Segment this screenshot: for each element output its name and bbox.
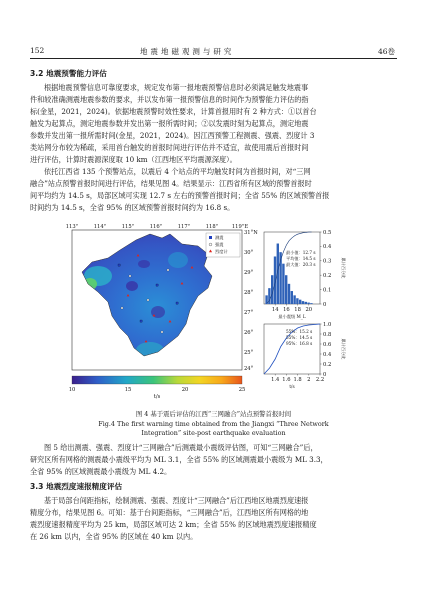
- text-line: 间平均约为 14.5 s，局部区域可实现 12.7 s 左右的预警首报时间；全省 55% 的区域预警首报: [30, 191, 330, 200]
- x-tick-label: 16: [283, 307, 290, 313]
- lon-label: 114°: [93, 224, 107, 230]
- lat-label: 31°N: [244, 230, 258, 236]
- legend-seismic-symbol: [209, 236, 212, 239]
- figure-4-caption-en-1: Fig.4 The first warning time obtained from the Jiangxi “Three Network: [98, 420, 329, 428]
- histogram-bar: [299, 300, 301, 304]
- y-tick-label: 1.0: [323, 321, 332, 328]
- map-lon-labels: [66, 224, 249, 230]
- figure-4: [58, 224, 368, 399]
- histogram-annotation: 平均值：14.5 s: [286, 256, 316, 261]
- lon-label: 117°: [177, 224, 191, 230]
- lat-label: 26°: [244, 330, 254, 336]
- legend-intensity-label: 烈度计: [215, 249, 228, 254]
- text-line: 融合”站点预警首报时间进行评估，结果见图 4。结果显示：江西省所有区域的预警首报时: [30, 179, 312, 188]
- x-tick-label: 18: [294, 307, 301, 313]
- lon-label: 116°: [149, 224, 163, 230]
- text-line: 类站网分布较为稀疏，采用首台触发的首报时间进行评估并不适宜，故使用震后首报时间: [30, 143, 309, 152]
- text-line: 件和较准确测震地震参数的要求，并以发布第一报预警信息的时间作为预警能力评估的指: [30, 95, 309, 104]
- histogram-bar: [291, 291, 293, 304]
- text-line: 进行评估，计算时震源深度取 10 km（江西地区平均震源深度）。: [30, 155, 237, 164]
- strong-motion-station-marker: [147, 299, 149, 301]
- colorbar-tick: 10: [68, 387, 76, 393]
- lon-label: 118°: [205, 224, 219, 230]
- seismic-station-marker: [156, 284, 158, 286]
- histogram-bar: [307, 303, 309, 304]
- lat-label: 28°: [244, 290, 254, 296]
- x-tick-label: 1.8: [293, 377, 302, 383]
- y-tick-label: 0.8: [323, 331, 332, 338]
- y-axis-label: 累计百分比: [341, 338, 346, 360]
- section-3-2-paragraph-2: [30, 166, 397, 214]
- text-line: 时间约为 14.5 s，全省 95% 的区域预警首报时间约为 16.8 s。: [30, 203, 235, 212]
- x-axis-label: 最小震级 M_L: [278, 314, 306, 319]
- y-tick-label: 0.6: [323, 341, 332, 348]
- cdf-chart: [264, 322, 347, 389]
- y-tick-label: 0.5: [323, 229, 332, 236]
- histogram-bar: [285, 275, 287, 304]
- cdf-annotation: 55%：15.2 s: [286, 329, 313, 334]
- lat-label: 24°: [244, 366, 254, 372]
- lat-label: 30°: [244, 250, 254, 256]
- histogram-annotation: 最小值：12.7 s: [286, 250, 316, 255]
- text-line: 图 5 给出测震、强震、烈度计“三网融合”后测震最小震级评估图，可知“三网融合”后，: [44, 443, 318, 452]
- colorbar-tick: 25: [238, 387, 246, 393]
- text-line: 震烈度速报精度平均为 25 km，局部区域可达 2 km；全省 55% 的区域地震烈度速报精度: [30, 520, 317, 529]
- y-tick-label: 0.4: [323, 351, 332, 358]
- x-tick-label: 1.6: [282, 377, 291, 383]
- y-tick-label: 0.3: [323, 258, 332, 265]
- text-line: 依托江西省 135 个预警站点，以震后 4 个站点的平均触发时间为首报时间，对“三网: [44, 167, 311, 176]
- lon-label: 115°: [121, 224, 135, 230]
- text-line: 全省 95% 的区域测震最小震级为 ML 4.2。: [30, 467, 172, 476]
- figure-4-caption-en-2: Integration” site-post earthquake evaluation: [141, 429, 286, 437]
- seismic-station-marker: [176, 302, 178, 304]
- section-heading-3-3: 3.3 地震烈度速报精度评估: [30, 482, 123, 491]
- text-line: 根据地震预警信息可靠度要求，规定发布第一报地震预警信息时必须满足触发地震事: [44, 83, 309, 92]
- seismic-station-marker: [118, 264, 120, 266]
- x-axis-label: t/s: [289, 384, 295, 389]
- histogram-bar: [310, 303, 312, 304]
- text-line: 触发为起算点，测定地震参数并发出第一报所需时间；②以发震时刻为起算点，测定地震: [30, 119, 309, 128]
- strong-motion-station-marker: [161, 331, 163, 333]
- histogram-bar: [288, 284, 290, 304]
- text-line: 在 26 km 以内，全省 95% 的区域在 40 km 以内。: [30, 532, 198, 541]
- lon-label: 113°: [65, 224, 79, 230]
- strong-motion-station-marker: [129, 275, 131, 277]
- lon-label: 119°E: [231, 224, 249, 230]
- legend-strong-motion-label: 强震: [215, 242, 224, 247]
- lat-label: 25°: [244, 350, 254, 356]
- journal-title: 地 震 地 磁 观 测 与 研 究: [140, 47, 232, 56]
- volume-label: 46卷: [378, 47, 396, 56]
- histogram-bar: [302, 301, 304, 304]
- strong-motion-station-marker: [121, 307, 123, 309]
- seismic-station-marker: [140, 320, 142, 322]
- y-tick-label: 0.1: [323, 287, 332, 294]
- strong-motion-station-marker: [167, 269, 169, 271]
- colorbar: [72, 376, 242, 384]
- colorbar-tick: 20: [181, 387, 189, 393]
- paragraph-after-figure: [30, 442, 397, 478]
- histogram-bar: [296, 298, 298, 304]
- text-line: 参数并发出第一报所需时间(金星，2021，2024)。因江西预警工程测震、强震、烈度计 3: [30, 131, 315, 140]
- cdf-annotation: 95%：16.8 s: [286, 341, 313, 346]
- lat-label: 29°: [244, 270, 254, 276]
- header-rule: [30, 58, 397, 59]
- x-tick-label: 2: [307, 377, 311, 383]
- histogram-annotation: 最大值：20.3 s: [286, 262, 316, 267]
- histogram-bar: [282, 264, 284, 304]
- y-tick-label: 0.2: [323, 273, 332, 279]
- y-tick-label: 0: [323, 371, 327, 378]
- colorbar-unit: t/s: [153, 394, 161, 399]
- x-tick-label: 20: [305, 307, 313, 313]
- map-legend: [206, 233, 240, 257]
- text-line: 标(金星，2021，2024)。依据地震预警时效性要求，计算首报用时有 2 种方式：①以首台: [30, 107, 317, 116]
- lat-label: 27°: [244, 310, 254, 316]
- cdf-annotation: 55%：14.5 s: [286, 335, 313, 340]
- histogram-bar: [305, 302, 307, 304]
- legend-strong-motion-symbol: [209, 243, 212, 246]
- text-line: 基于局部台间距指标，绘制测震、强震、烈度计“三网融合”后江西地区地震烈度速报: [44, 496, 309, 505]
- map-lat-labels: [244, 230, 258, 372]
- y-tick-label: 0.2: [323, 361, 332, 368]
- section-heading-3-2: 3.2 地震预警能力评估: [30, 69, 107, 78]
- page-number: 152: [30, 46, 45, 55]
- figure-4-caption-cn: 图 4 基于震后评估的江西“三网融合”站点预警首报时间: [135, 410, 292, 418]
- section-3-3-paragraph: [30, 495, 397, 543]
- section-3-2-paragraph-1: [30, 82, 397, 166]
- x-tick-label: 2.2: [315, 377, 325, 383]
- y-tick-label: 0.4: [323, 244, 332, 251]
- text-line: 精度分布，结果见图 6。可知：基于台间距指标，“三网融合”后，江西地区所有网格的地: [30, 508, 309, 517]
- colorbar-tick: 15: [124, 387, 132, 393]
- y-tick-label: 0: [323, 301, 327, 308]
- x-tick-label: 1.4: [271, 377, 280, 383]
- x-tick-label: 14: [271, 307, 279, 313]
- legend-seismic-label: 测震: [215, 235, 224, 240]
- y-axis-label: 累计百分比: [341, 257, 346, 279]
- histogram-bar: [293, 295, 295, 304]
- text-line: 研究区所有网格的测震最小震级平均为 ML 3.1，全省 55% 的区域测震最小震级为 ML 3.3，: [30, 455, 328, 464]
- histogram-chart: [264, 230, 347, 320]
